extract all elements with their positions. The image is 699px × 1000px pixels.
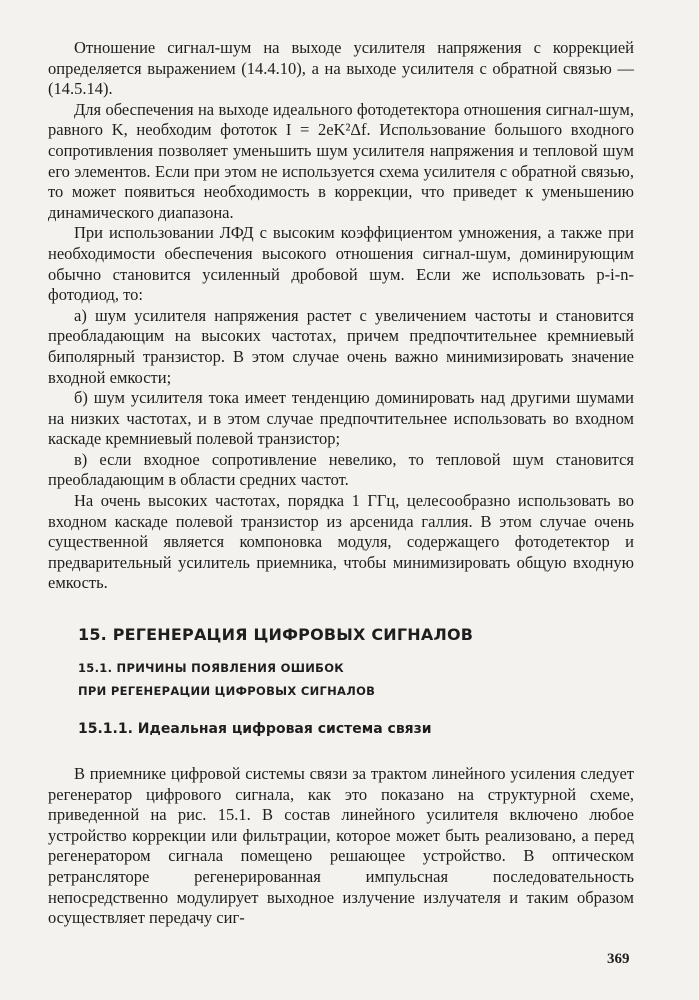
paragraph-high-frequency: На очень высоких частотах, порядка 1 ГГц, целесообразно использовать во входном каскаде полевой транзистор из арсенида галлия. В этом случае очень существенной является компоновка модуля, содержащего фотодетектор и предварительный усилитель приемника, чтобы минимизировать общую входную емкость. [48,491,634,593]
paragraph-item-c: в) если входное сопротивление невелико, то тепловой шум становится преобладающим в области средних частот. [48,449,634,490]
paragraph-item-a: а) шум усилителя напряжения растет с увеличением частоты и становится преобладающим на высоких частотах, причем предпочтительнее кремниевый биполярный транзистор. В этом случае очень важно минимизировать значение входной емкости; [48,305,634,387]
bottom-text-block [48,764,634,929]
chapter-heading: 15. РЕГЕНЕРАЦИЯ ЦИФРОВЫХ СИГНАЛОВ [78,625,474,644]
paragraph-item-b: б) шум усилителя тока имеет тенденцию доминировать над другими шумами на низких частотах, и в этом случае предпочтительнее использовать во входном каскаде кремниевый полевой транзистор; [48,388,634,449]
section-heading-line-1: 15.1. ПРИЧИНЫ ПОЯВЛЕНИЯ ОШИБОК [78,661,344,675]
section-heading [78,657,375,703]
top-text-block [48,38,634,594]
paragraph-digital-receiver: В приемнике цифровой системы связи за трактом линейного усиления следует регенератор цифрового сигнала, как это показано на структурной схеме, приведенной на рис. 15.1. В состав линейного усилителя включено любое устройство коррекции или фильтрации, которое может быть реализовано, а перед регенератором сигнала помещено решающее устройство. В оптическом ретрансляторе регенерированная импульсная последовательность непосредственно модулирует выходное излучение излучателя и таким образом осуществляет передачу сиг- [48,764,634,928]
paragraph-ideal-photodetector: Для обеспечения на выходе идеального фотодетектора отношения сигнал-шум, равного K, необходим фототок I = 2eK²Δf. Использование большого входного сопротивления позволяет уменьшить шум усилителя напряжения и тепловой шум его элементов. Если при этом не используется схема усилителя с обратной связью, то может появиться необходимость в коррекции, что приведет к уменьшению динамического диапазона. [48,99,634,222]
page-number: 369 [607,951,630,967]
section-heading-line-2: ПРИ РЕГЕНЕРАЦИИ ЦИФРОВЫХ СИГНАЛОВ [78,684,376,698]
subsection-heading: 15.1.1. Идеальная цифровая система связи [78,721,432,737]
paragraph-snr-reference: Отношение сигнал-шум на выходе усилителя напряжения с коррекцией определяется выражением (14.4.10), а на выходе усилителя с обратной связью — (14.5.14). [48,38,634,99]
paragraph-apd-noise: При использовании ЛФД с высоким коэффициентом умножения, а также при необходимости обеспечения высокого отношения сигнал-шум, доминирующим обычно становится усиленный дробовой шум. Если же использовать p-i-n-фотодиод, то: [48,223,634,305]
